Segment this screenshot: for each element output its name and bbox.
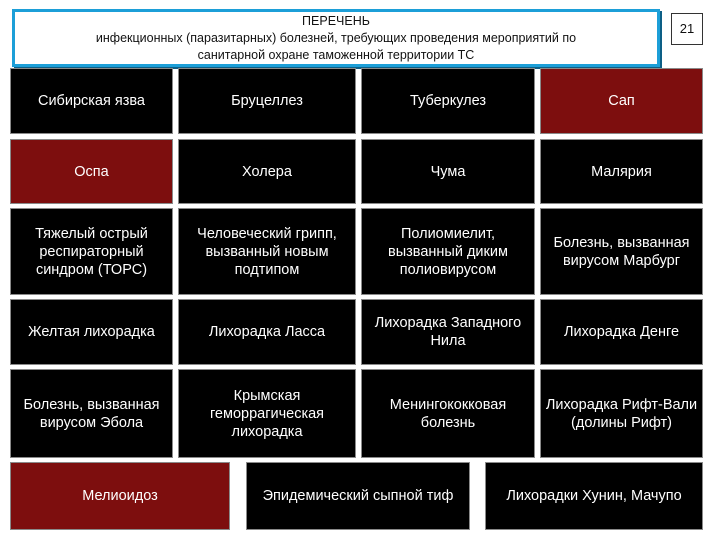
disease-label: Крымская геморрагическая лихорадка <box>209 387 325 440</box>
disease-label: Лихорадка Денге <box>563 324 680 340</box>
title-line-2: инфекционных (паразитарных) болезней, требующих проведения мероприятий по <box>95 31 577 45</box>
disease-label: Сап <box>608 93 635 109</box>
disease-label: Болезнь, вызванная вирусом Эбола <box>23 396 160 431</box>
disease-cell-highlighted <box>10 139 173 204</box>
disease-cell <box>361 369 535 458</box>
disease-cell <box>178 369 356 458</box>
disease-cell-highlighted <box>10 462 230 530</box>
disease-cell <box>540 299 703 365</box>
disease-label: Полиомиелит, вызванный диким полиовирусом <box>388 225 508 278</box>
disease-cell <box>361 208 535 295</box>
disease-cell <box>178 139 356 204</box>
disease-label: Малярия <box>591 163 652 180</box>
title-box <box>12 9 660 67</box>
disease-label: Менингококковая болезнь <box>389 396 507 431</box>
disease-label: Сибирская язва <box>37 93 145 109</box>
disease-cell <box>178 208 356 295</box>
disease-label: Лихорадки Хунин, Мачупо <box>506 488 682 504</box>
disease-cell <box>540 369 703 458</box>
disease-label: Бруцеллез <box>231 93 303 109</box>
disease-label: Лихорадка Ласса <box>208 324 326 340</box>
disease-label: Оспа <box>74 163 109 180</box>
disease-cell-highlighted <box>540 68 703 134</box>
disease-cell <box>361 139 535 204</box>
disease-cell <box>10 208 173 295</box>
disease-label: Болезнь, вызванная вирусом Марбург <box>553 234 690 269</box>
disease-label: Холера <box>242 163 292 180</box>
disease-label: Эпидемический сыпной тиф <box>262 488 454 504</box>
title-line-3: санитарной охране таможенной территории ТС <box>197 48 475 62</box>
disease-label: Лихорадка Западного Нила <box>374 315 522 349</box>
disease-label: Человеческий грипп, вызванный новым подтипом <box>197 225 337 278</box>
disease-cell <box>361 299 535 365</box>
page-number: 21 <box>671 13 703 45</box>
disease-cell <box>10 369 173 458</box>
disease-cell <box>178 68 356 134</box>
disease-label: Чума <box>430 163 466 180</box>
title-heading: ПЕРЕЧЕНЬ <box>302 14 370 28</box>
disease-cell <box>178 299 356 365</box>
disease-label: Тяжелый острый респираторный синдром (ТОРС) <box>35 225 148 278</box>
disease-cell <box>246 462 470 530</box>
disease-cell <box>540 139 703 204</box>
disease-label: Желтая лихорадка <box>28 324 155 340</box>
disease-cell <box>10 299 173 365</box>
disease-label: Мелиоидоз <box>82 488 158 504</box>
disease-cell <box>10 68 173 134</box>
disease-label: Лихорадка Рифт-Вали (долины Рифт) <box>545 396 698 431</box>
disease-cell <box>540 208 703 295</box>
disease-cell <box>361 68 535 134</box>
disease-cell <box>485 462 703 530</box>
disease-label: Туберкулез <box>409 93 487 109</box>
